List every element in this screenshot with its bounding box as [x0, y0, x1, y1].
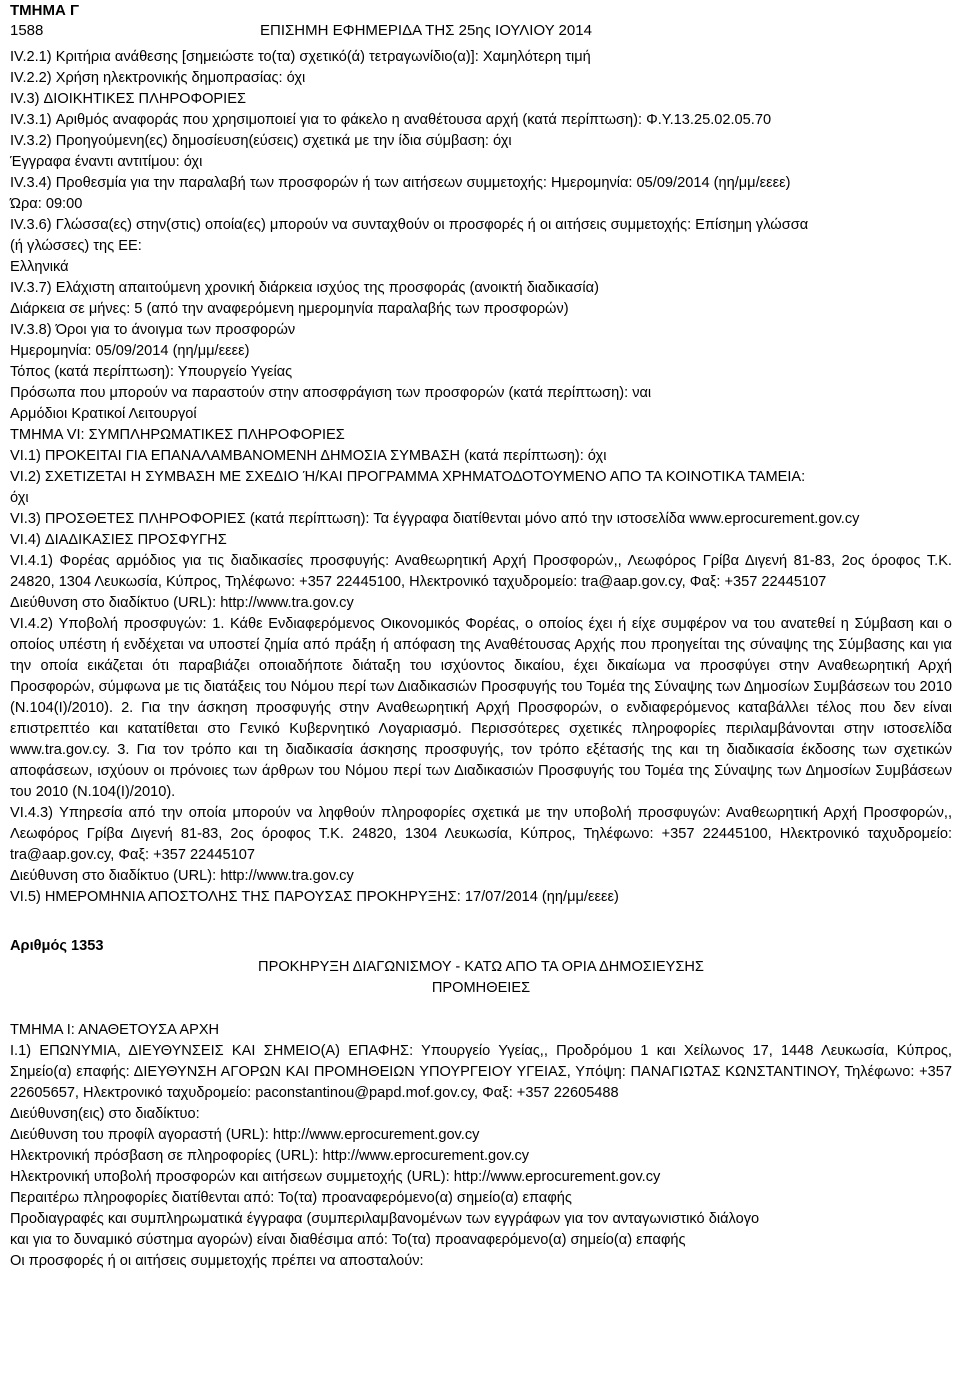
text-line: Οι προσφορές ή οι αιτήσεις συμμετοχής πρέπει να αποσταλούν: [10, 1253, 424, 1269]
text-line: Προδιαγραφές και συμπληρωματικά έγγραφα (συμπεριλαμβανομένων των εγγράφων για τον ανταγωνιστικό διάλογο [10, 1211, 760, 1227]
text-line: Διεύθυνση(εις) στο διαδίκτυο: [10, 1106, 200, 1122]
text-line: IV.3.4) Προθεσμία για την παραλαβή των προσφορών ή των αιτήσεων συμμετοχής: Ημερομηνία: 05/09/2014 (ηη/μμ/εεεε) [10, 175, 791, 191]
text-line: Ελληνικά [10, 259, 69, 275]
text-line: IV.3) ΔΙΟΙΚΗΤΙΚΕΣ ΠΛΗΡΟΦΟΡΙΕΣ [10, 91, 246, 107]
part2-lines [10, 1104, 952, 1272]
announcement-title-line1: ΠΡΟΚΗΡΥΞΗ ΔΙΑΓΩΝΙΣΜΟΥ - ΚΑΤΩ ΑΠΟ ΤΑ ΟΡΙΑ ΔΗΜΟΣΙΕΥΣΗΣ [258, 959, 704, 975]
text-line: Ηλεκτρονική υποβολή προσφορών και αιτήσεων συμμετοχής (URL): http://www.eprocurement.gov.cy [10, 1169, 661, 1185]
text-line: Έγγραφα έναντι αντιτίμου: όχι [10, 154, 203, 170]
text-line: IV.3.1) Αριθμός αναφοράς που χρησιμοποιεί για το φάκελο η αναθέτουσα αρχή (κατά περίπτωση): Φ.Υ.13.25.02.05.70 [10, 112, 772, 128]
text-line: Ώρα: 09:00 [10, 196, 83, 212]
text-line: όχι [10, 490, 29, 506]
text-line: VI.4) ΔΙΑΔΙΚΑΣΙΕΣ ΠΡΟΣΦΥΓΗΣ [10, 532, 227, 548]
section-heading: ΤΜΗΜΑ Ι: ΑΝΑΘΕΤΟΥΣΑ ΑΡΧΗ [10, 1022, 220, 1038]
text-line: VI.1) ΠΡΟΚΕΙΤΑΙ ΓΙΑ ΕΠΑΝΑΛΑΜΒΑΝΟΜΕΝΗ ΔΗΜΟΣΙΑ ΣΥΜΒΑΣΗ (κατά περίπτωση): όχι [10, 448, 607, 464]
url-line: Διεύθυνση στο διαδίκτυο (URL): http://www.tra.gov.cy [10, 868, 354, 884]
section-label: ΤΜΗΜΑ Γ [10, 2, 80, 19]
text-line: IV.2.2) Χρήση ηλεκτρονικής δημοπρασίας: όχι [10, 70, 306, 86]
text-line: ΤΜΗΜΑ VI: ΣΥΜΠΛΗΡΩΜΑΤΙΚΕΣ ΠΛΗΡΟΦΟΡΙΕΣ [10, 427, 345, 443]
url-line: Διεύθυνση στο διαδίκτυο (URL): http://www.tra.gov.cy [10, 595, 354, 611]
gazette-page [10, 0, 952, 1272]
text-line: Αρμόδιοι Κρατικοί Λειτουργοί [10, 406, 197, 422]
page-number: 1588 [10, 22, 44, 39]
paragraph-vi3: VI.3) ΠΡΟΣΘΕΤΕΣ ΠΛΗΡΟΦΟΡΙΕΣ (κατά περίπτωση): Τα έγγραφα διατίθενται μόνο από την ιστοσελίδα www.eprocurement.gov.cy [10, 511, 860, 527]
gazette-title: ΕΠΙΣΗΜΗ ΕΦΗΜΕΡΙΔΑ ΤΗΣ 25ης ΙΟΥΛΙΟΥ 2014 [260, 22, 592, 39]
text-line: Περαιτέρω πληροφορίες διατίθενται από: Το(τα) προαναφερόμενο(α) σημείο(α) επαφής [10, 1190, 572, 1206]
text-line: IV.3.7) Ελάχιστη απαιτούμενη χρονική διάρκεια ισχύος της προσφοράς (ανοικτή διαδικασία) [10, 280, 599, 296]
text-line: IV.3.2) Προηγούμενη(ες) δημοσίευση(εύσεις) σχετικά με την ίδια σύμβαση: όχι [10, 133, 512, 149]
text-line: Διεύθυνση του προφίλ αγοραστή (URL): http://www.eprocurement.gov.cy [10, 1127, 480, 1143]
text-line: Πρόσωπα που μπορούν να παραστούν στην αποσφράγιση των προσφορών (κατά περίπτωση): ναι [10, 385, 652, 401]
paragraph-vi43: VI.4.3) Υπηρεσία από την οποία μπορούν να ληφθούν πληροφορίες σχετικά με την υποβολή προσφυγών: Αναθεωρητική Αρχή Προσφορών,, Λεωφόρος Γρίβα Διγενή 81-83, 2ος όροφος Τ.Κ. 24820, 1304 Λευκωσία, Κύπρος, Τηλέφωνο: +357 22445100, Ηλεκτρονικό ταχυδρομείο: tra@aap.gov.cy, Φαξ: +357 22445107 [10, 805, 952, 863]
announcement-number: Αριθμός 1353 [10, 938, 104, 954]
text-line: (ή γλώσσες) της ΕΕ: [10, 238, 142, 254]
announcement-title-line2: ΠΡΟΜΗΘΕΙΕΣ [431, 980, 531, 996]
text-line: Ημερομηνία: 05/09/2014 (ηη/μμ/εεεε) [10, 343, 250, 359]
part1-lines [10, 47, 952, 509]
text-line: IV.3.6) Γλώσσα(ες) στην(στις) οποία(ες) μπορούν να συνταχθούν οι προσφορές ή οι αιτήσεις συμμετοχής: Επίσημη γλώσσα [10, 217, 809, 233]
text-line: Ηλεκτρονική πρόσβαση σε πληροφορίες (URL): http://www.eprocurement.gov.cy [10, 1148, 530, 1164]
text-line: VI.5) ΗΜΕΡΟΜΗΝΙΑ ΑΠΟΣΤΟΛΗΣ ΤΗΣ ΠΑΡΟΥΣΑΣ ΠΡΟΚΗΡΥΞΗΣ: 17/07/2014 (ηη/μμ/εεεε) [10, 889, 619, 905]
spacer [10, 908, 952, 929]
text-line: Τόπος (κατά περίπτωση): Υπουργείο Υγείας [10, 364, 293, 380]
paragraph-i1: Ι.1) ΕΠΩΝΥΜΙΑ, ΔΙΕΥΘΥΝΣΕΙΣ ΚΑΙ ΣΗΜΕΙΟ(Α) ΕΠΑΦΗΣ: Υπουργείο Υγείας,, Προδρόμου 1 και Χείλωνος 17, 1448 Λευκωσία, Κύπρος, Σημείο(α) επαφής: ΔΙΕΥΘΥΝΣΗ ΑΓΟΡΩΝ ΚΑΙ ΠΡΟΜΗΘΕΙΩΝ ΥΠΟΥΡΓΕΙΟΥ ΥΓΕΙΑΣ, Υπόψη: ΠΑΝΑΓΙΩΤΑΣ ΚΩΝΣΤΑΝΤΙΝΟΥ, Τηλέφωνο: +357 22605657, Ηλεκτρονικό ταχυδρομείο: paconstantinou@papd.mof.gov.cy, Φαξ: +357 22605488 [10, 1043, 952, 1101]
page-header [10, 20, 952, 42]
text-line: VI.2) ΣΧΕΤΙΖΕΤΑΙ Η ΣΥΜΒΑΣΗ ΜΕ ΣΧΕΔΙΟ Ή/ΚΑΙ ΠΡΟΓΡΑΜΜΑ ΧΡΗΜΑΤΟΔΟΤΟΥΜΕΝΟ ΑΠΟ ΤΑ ΚΟΙΝΟΤΙΚΑ ΤΑΜΕΙΑ: [10, 469, 806, 485]
text-line: IV.3.8) Όροι για το άνοιγμα των προσφορών [10, 322, 296, 338]
text-line: Διάρκεια σε μήνες: 5 (από την αναφερόμενη ημερομηνία παραλαβής των προσφορών) [10, 301, 569, 317]
text-line: και για το δυναμικό σύστημα αγορών) είναι διαθέσιμα από: Το(τα) προαναφερόμενο(α) σημείο(α) επαφής [10, 1232, 686, 1248]
spacer [10, 999, 952, 1020]
paragraph-vi42: VI.4.2) Υποβολή προσφυγών: 1. Κάθε Ενδιαφερόμενος Οικονομικός Φορέας, ο οποίος έχει ή είχε συμφέρον να του ανατεθεί η Σύμβαση και ο οποίος υπέστη ή ενδέχεται να υποστεί ζημία από πράξη ή απόφαση της Αναθέτουσας Αρχής που προηγείται της σύναψης της Σύμβασης και για την οποία εικάζεται ότι παραβιάζει οποιαδήποτε διάταξη του ισχύοντος δικαίου, έχει δικαίωμα να προσφύγει στην Αναθεωρητική Αρχή Προσφορών, σύμφωνα με τις διατάξεις του Νόμου περί των Διαδικασιών Προσφυγής του Τομέα της Σύναψης των Δημοσίων Συμβάσεων του 2010 (Ν.104(Ι)/2010). 2. Για την άσκηση προσφυγής στην Αναθεωρητική Αρχή Προσφορών, ο ενδιαφερόμενος καταβάλλει τέλος που δεν είναι επιστρεπτέο και κατατίθεται στο Γενικό Κυβερνητικό Λογαριασμό. Περισσότερες σχετικές πληροφορίες περιλαμβάνονται στην ιστοσελίδα www.tra.gov.cy. 3. Για τον τρόπο και τη διαδικασία άσκησης προσφυγής, τον τρόπο εξέτασής της και τη διαδικασία έκδοσης των σχετικών αποφάσεων, ισχύουν οι πρόνοιες των άρθρων του Νόμου περί των Διαδικασιών Προσφυγής του Τομέα της Σύναψης των Δημοσίων Συμβάσεων του 2010 (Ν.104(Ι)/2010). [10, 616, 952, 800]
paragraph-vi41: VI.4.1) Φορέας αρμόδιος για τις διαδικασίες προσφυγής: Αναθεωρητική Αρχή Προσφορών,, Λεωφόρος Γρίβα Διγενή 81-83, 2ος όροφος Τ.Κ. 24820, 1304 Λευκωσία, Κύπρος, Τηλέφωνο: +357 22445100, Ηλεκτρονικό ταχυδρομείο: tra@aap.gov.cy, Φαξ: +357 22445107 [10, 553, 952, 590]
text-line: IV.2.1) Κριτήρια ανάθεσης [σημειώστε το(τα) σχετικό(ά) τετραγωνίδιο(α)]: Χαμηλότερη τιμή [10, 49, 591, 65]
